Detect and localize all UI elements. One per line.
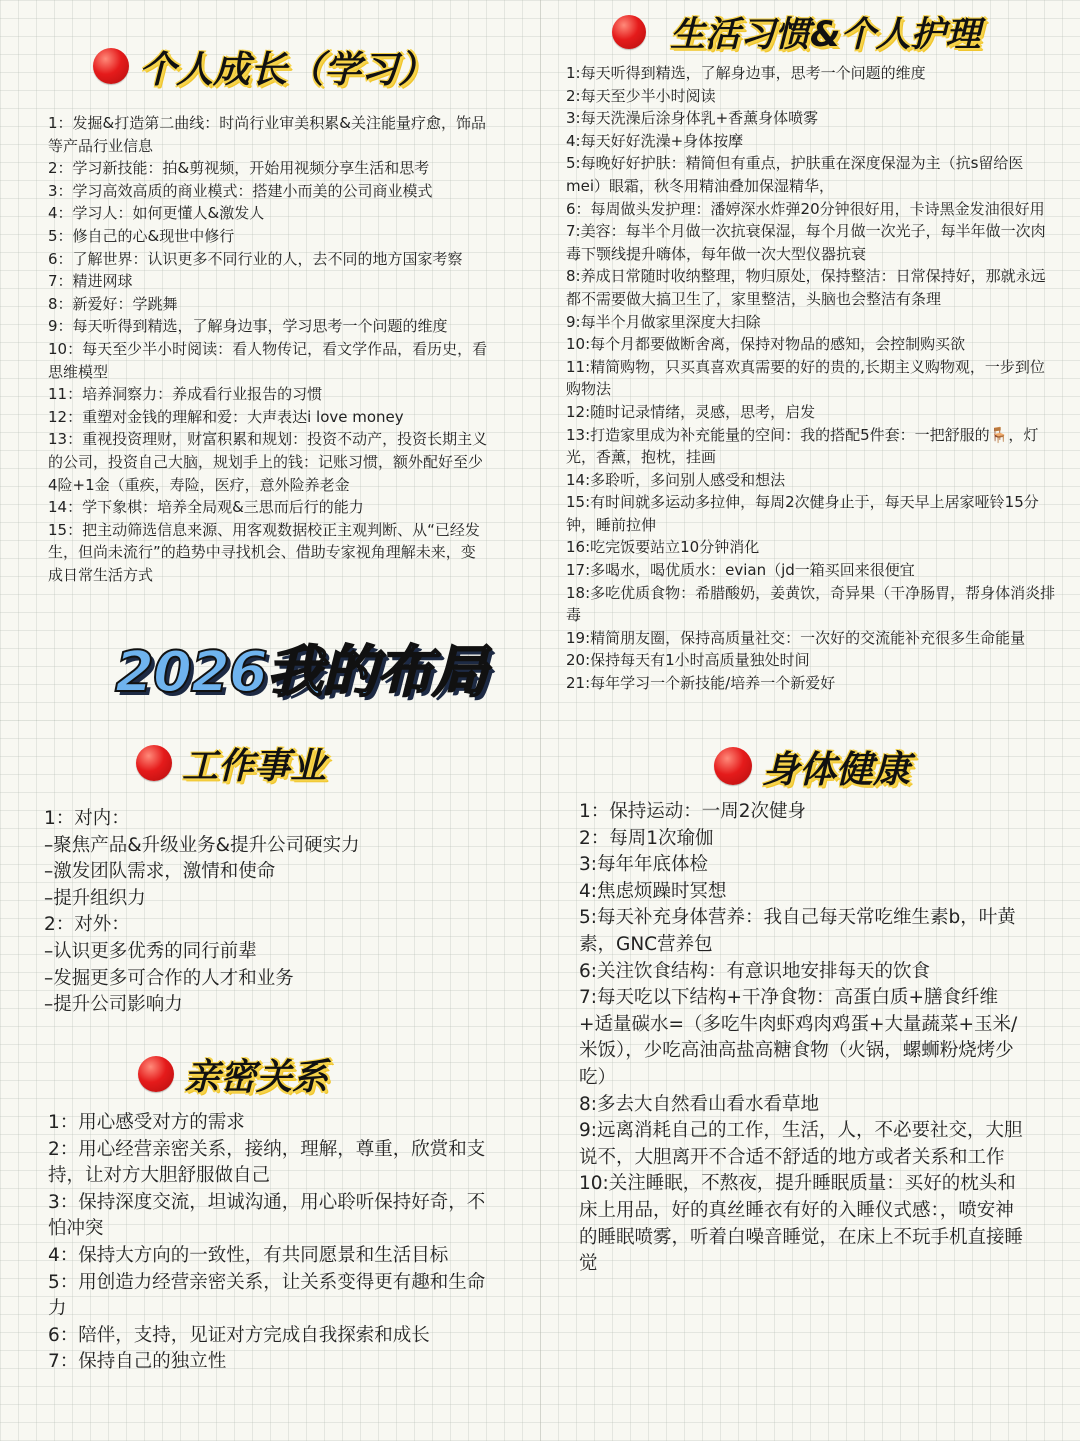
list-item: 2：用心经营亲密关系，接纳，理解，尊重，欣赏和支持，让对方大胆舒服做自己 <box>48 1138 486 1187</box>
list-item: 4:每天好好洗澡+身体按摩 <box>566 131 744 150</box>
list-item: 20:保持每天有1小时高质量独处时间 <box>566 651 810 670</box>
health-title: 身体健康 <box>762 748 910 791</box>
list-item: 7：精进网球 <box>48 272 133 291</box>
list-item: 4：保持大方向的一致性，有共同愿景和生活目标 <box>48 1244 449 1266</box>
list-item: 3:每年年底体检 <box>579 854 709 876</box>
banner-title: 2026我的布局 <box>115 640 487 705</box>
list-item: –激发团队需求，激情和使命 <box>44 861 276 883</box>
list-item: 5:每天补充身体营养：我自己每天常吃维生素b，叶黄素，GNC营养包 <box>579 907 1016 955</box>
list-item: 1：保持运动：一周2次健身 <box>579 801 807 822</box>
intimacy-heading <box>138 1048 328 1100</box>
intimacy-list <box>48 1110 488 1376</box>
list-item: 6:关注饮食结构：有意识地安排每天的饮食 <box>579 960 931 982</box>
list-item: 2：对外： <box>44 914 130 936</box>
list-item: 2：学习新技能：拍&剪视频，开始用视频分享生活和思考 <box>48 159 430 178</box>
intimacy-title: 亲密关系 <box>184 1056 329 1098</box>
list-item: 9:远离消耗自己的工作，生活，人，不必要社交，大胆说不，大胆离开不合适不舒适的地方或者关系和工作 <box>579 1120 1023 1168</box>
list-item: 6：陪伴，支持，见证对方完成自我探索和成长 <box>48 1324 430 1346</box>
list-item: –认识更多优秀的同行前辈 <box>44 940 257 962</box>
list-item: 3：保持深度交流，坦诚沟通，用心聆听保持好奇，不怕冲突 <box>48 1191 486 1240</box>
red-dot-icon <box>136 745 172 781</box>
list-item: 9：每天听得到精选，了解身边事，学习思考一个问题的维度 <box>48 317 448 336</box>
list-item: 9:每半个月做家里深度大扫除 <box>566 312 761 331</box>
list-item: 14：学下象棋：培养全局观&三思而后行的能力 <box>48 498 364 517</box>
list-item: 7:每天吃以下结构+干净食物：高蛋白质+膳食纤维+适量碳水=（多吃牛肉虾鸡肉鸡蛋+大量蔬菜+玉米/米饭），少吃高油高盐高糖食物（火锅，螺蛳粉烧烤少吃） <box>579 987 1018 1088</box>
list-item: 8:多去大自然看山看水看草地 <box>579 1093 820 1115</box>
health-heading <box>714 740 910 792</box>
list-item: –提升公司影响力 <box>44 994 183 1016</box>
list-item: 1：对内： <box>44 808 130 829</box>
list-item: 10:关注睡眠，不熬夜，提升睡眠质量：买好的枕头和床上用品，好的真丝睡衣有好的入睡仪式感：，喷安神的睡眠喷雾，听着白噪音睡觉，在床上不玩手机直接睡觉 <box>579 1173 1024 1275</box>
list-item: 12：重塑对金钱的理解和爱：大声表达i love money <box>48 407 404 426</box>
list-item: 21:每年学习一个新技能/培养一个新爱好 <box>566 674 836 693</box>
health-list <box>579 799 1027 1278</box>
list-item: 7:美容：每半个月做一次抗衰保湿，每个月做一次光子，每半年做一次肉毒下颚线提升嗨体，每年做一次大型仪器抗衰 <box>566 222 1046 263</box>
list-item: 19:精简朋友圈，保持高质量社交：一次好的交流能补充很多生命能量 <box>566 628 1026 647</box>
list-item: 3：学习高效高质的商业模式：搭建小而美的公司商业模式 <box>48 181 433 200</box>
list-item: 10：每天至少半小时阅读：看人物传记，看文学作品，看历史，看思维模型 <box>48 339 488 381</box>
list-item: 11:精简购物，只买真喜欢真需要的好的贵的,长期主义购物观，一步到位购物法 <box>566 357 1045 399</box>
list-item: –聚焦产品&升级业务&提升公司硬实力 <box>44 834 360 856</box>
red-dot-icon <box>93 48 129 84</box>
personal-growth-title: 个人成长（学习） <box>139 48 435 91</box>
career-heading <box>136 738 326 788</box>
list-item: 1：发掘&打造第二曲线：时尚行业审美积累&关注能量疗愈，饰品等产品行业信息 <box>48 114 486 155</box>
red-dot-icon <box>612 15 646 49</box>
list-item: 6：了解世界：认识更多不同行业的人，去不同的地方国家考察 <box>48 249 463 268</box>
list-item: 2:每天至少半小时阅读 <box>566 86 716 105</box>
list-item: 16:吃完饭要站立10分钟消化 <box>566 538 760 557</box>
red-dot-icon <box>138 1056 174 1092</box>
list-item: 17:多喝水，喝优质水：evian（jd一箱买回来很便宜 <box>566 561 915 580</box>
list-item: –提升组织力 <box>44 887 146 909</box>
list-item: 10:每个月都要做断舍离，保持对物品的感知，会控制购买欲 <box>566 335 966 354</box>
list-item: 5：修自己的心&现世中修行 <box>48 226 235 245</box>
list-item: 8：新爱好：学跳舞 <box>48 294 178 313</box>
list-item: 6：每周做头发护理：潘婷深水炸弹20分钟很好用，卡诗黑金发油很好用 <box>566 199 1045 218</box>
list-item: 5:每晚好好护肤：精简但有重点，护肤重在深度保湿为主（抗s留给医mei）眼霜，秋冬用精油叠加保湿精华， <box>566 154 1024 195</box>
list-item: 4：学习人：如何更懂人&激发人 <box>48 204 265 223</box>
red-dot-icon <box>714 747 752 785</box>
personal-growth-heading <box>93 38 435 94</box>
list-item: 13:打造家里成为补充能量的空间：我的搭配5件套：一把舒服的🪑，灯光，香薰，抱枕，挂画 <box>566 425 1039 467</box>
list-item: 8:养成日常随时收纳整理，物归原处，保持整洁：日常保持好，那就永远都不需要做大搞卫生了，家里整洁，头脑也会整洁有条理 <box>566 267 1046 308</box>
list-item: 7：保持自己的独立性 <box>48 1351 227 1373</box>
list-item: 1:每天听得到精选，了解身边事，思考一个问题的维度 <box>566 64 926 82</box>
habits-title: 生活习惯&个人护理 <box>670 15 981 55</box>
list-item: 13：重视投资理财，财富积累和规划：投资不动产，投资长期主义的公司，投资自己大脑，规划手上的钱：记账习惯，额外配好至少4险+1金（重疾，寿险，医疗，意外险养老金 <box>48 430 488 494</box>
list-item: 1：用心感受对方的需求 <box>48 1112 245 1133</box>
career-list <box>44 806 514 1019</box>
list-item: 5：用创造力经营亲密关系，让关系变得更有趣和生命力 <box>48 1271 486 1320</box>
personal-growth-list <box>48 112 488 586</box>
list-item: 15：把主动筛选信息来源、用客观数据校正主观判断、从“已经发生，但尚未流行”的趋势中寻找机会、借助专家视角理解未来，变成日常生活方式 <box>48 520 480 584</box>
list-item: 14:多聆听，多问别人感受和想法 <box>566 470 786 489</box>
list-item: 15:有时间就多运动多拉伸，每周2次健身止于，每天早上居家哑铃15分钟，睡前拉伸 <box>566 493 1039 534</box>
list-item: –发掘更多可合作的人才和业务 <box>44 967 294 989</box>
list-item: 12:随时记录情绪，灵感，思考，启发 <box>566 402 816 421</box>
list-item: 4:焦虑烦躁时冥想 <box>579 880 727 902</box>
habits-heading <box>612 6 981 58</box>
list-item: 3:每天洗澡后涂身体乳+香薰身体喷雾 <box>566 109 819 128</box>
list-item: 11：培养洞察力：养成看行业报告的习惯 <box>48 385 323 404</box>
list-item: 2：每周1次瑜伽 <box>579 827 714 849</box>
list-item: 18:多吃优质食物：希腊酸奶，姜黄饮，奇异果（干净肠胃，帮身体消炎排毒 <box>566 583 1056 625</box>
career-title: 工作事业 <box>182 745 327 787</box>
habits-list <box>566 62 1058 695</box>
